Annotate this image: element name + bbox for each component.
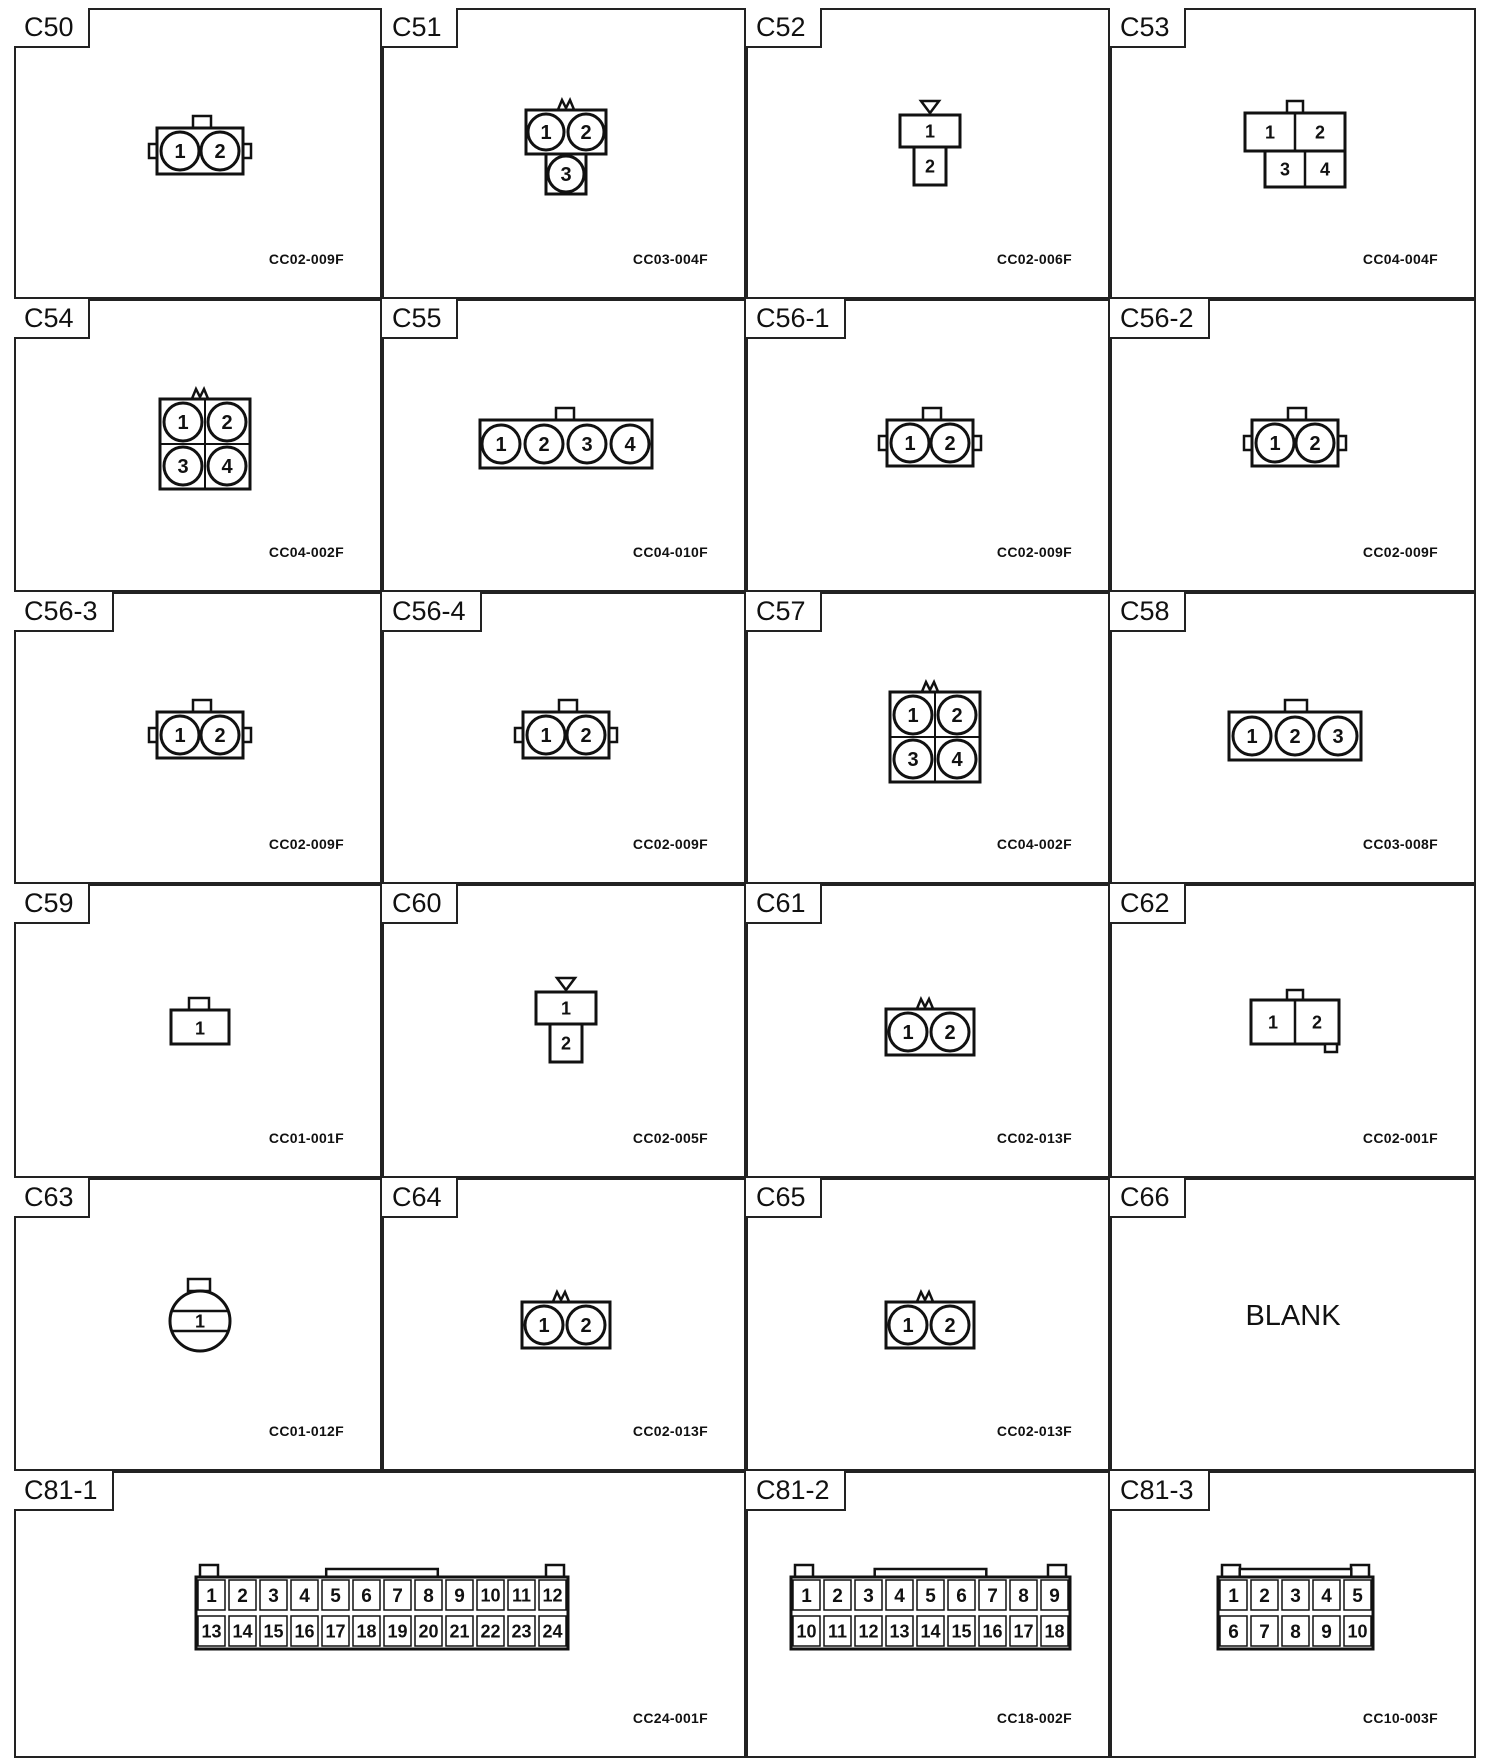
connector-face xyxy=(880,987,980,1062)
pin-number: 10 xyxy=(1347,1621,1368,1642)
pin-number: 3 xyxy=(863,1585,874,1607)
lock-tab xyxy=(1285,700,1307,712)
pin-number: 3 xyxy=(268,1585,279,1607)
lock-tab xyxy=(795,1565,813,1577)
pin-number: 17 xyxy=(1013,1621,1034,1642)
pin-number: 14 xyxy=(920,1621,941,1642)
connector-face xyxy=(511,696,621,766)
lock-tab xyxy=(1048,1565,1066,1577)
pin-number: 9 xyxy=(1321,1621,1332,1643)
pin-number: 24 xyxy=(542,1621,563,1642)
pin-number: 1 xyxy=(1264,122,1276,143)
pin-number: 7 xyxy=(392,1585,403,1607)
connector-panel-c57 xyxy=(746,592,1110,884)
connector-label: C56-3 xyxy=(14,592,114,632)
pin-number: 2 xyxy=(580,122,592,145)
polarity-triangle xyxy=(557,978,575,990)
pin-number: 2 xyxy=(580,1315,592,1338)
connector-code: CC02-006F xyxy=(996,251,1072,267)
connector-panel-c52 xyxy=(746,8,1110,299)
connector-code: CC03-008F xyxy=(1362,836,1438,852)
connector-code: CC02-013F xyxy=(996,1423,1072,1439)
pin-number: 1 xyxy=(907,705,919,728)
connector-panel-c58 xyxy=(1110,592,1476,884)
connector-code: CC02-009F xyxy=(632,836,708,852)
connector-face xyxy=(880,1280,980,1355)
lock-tab xyxy=(193,116,211,128)
pin-number: 1 xyxy=(206,1585,217,1607)
connector-panel-c50 xyxy=(14,8,382,299)
polarity-triangle xyxy=(921,101,939,113)
pin-number: 1 xyxy=(1269,433,1281,456)
pin-number: 7 xyxy=(987,1585,998,1607)
lock-tab xyxy=(189,998,209,1010)
pin-number: 15 xyxy=(951,1621,972,1642)
pin-number: 4 xyxy=(1321,1585,1332,1607)
pin-number: 2 xyxy=(944,1022,956,1045)
connector-panel-c56-2 xyxy=(1110,299,1476,592)
pin-number: 21 xyxy=(449,1621,470,1642)
connector-face xyxy=(145,696,255,766)
connector-panel-c59 xyxy=(14,884,382,1178)
pin-number: 1 xyxy=(1267,1012,1279,1033)
pin-number: 5 xyxy=(1352,1585,1363,1607)
pin-number: 23 xyxy=(511,1621,532,1642)
connector-face xyxy=(1225,696,1365,766)
blank-text: BLANK xyxy=(1245,1300,1341,1332)
lock-tab xyxy=(923,408,941,420)
connector-label: C53 xyxy=(1110,8,1186,48)
pin-number: 13 xyxy=(889,1621,910,1642)
pin-number: 4 xyxy=(951,749,963,772)
connector-label: C52 xyxy=(746,8,822,48)
pin-number: 1 xyxy=(540,725,552,748)
connector-code: CC02-013F xyxy=(632,1423,708,1439)
pin-number: 1 xyxy=(560,998,572,1019)
connector-label: C56-4 xyxy=(382,592,482,632)
connector-code: CC01-012F xyxy=(268,1423,344,1439)
connector-code: CC10-003F xyxy=(1362,1710,1438,1726)
connector-face xyxy=(526,974,606,1074)
lock-tab xyxy=(1351,1565,1369,1577)
pin-number: 1 xyxy=(1246,726,1258,749)
pin-number: 2 xyxy=(1311,1012,1323,1033)
pin-number: 12 xyxy=(858,1621,879,1642)
pin-number: 6 xyxy=(361,1585,372,1607)
lock-tab xyxy=(1287,101,1303,113)
pin-number: 1 xyxy=(495,434,507,457)
connector-face xyxy=(516,92,616,202)
pin-number: 10 xyxy=(796,1621,817,1642)
pin-number: 14 xyxy=(232,1621,253,1642)
connector-face xyxy=(192,1561,572,1655)
pin-number: 16 xyxy=(294,1621,315,1642)
lock-tab xyxy=(1222,1565,1240,1577)
pin-number: 9 xyxy=(454,1585,465,1607)
connector-panel-c66 xyxy=(1110,1178,1476,1471)
connector-face xyxy=(516,1280,616,1355)
pin-number: 2 xyxy=(214,725,226,748)
pin-number: 8 xyxy=(1290,1621,1301,1643)
connector-code: CC02-005F xyxy=(632,1130,708,1146)
pin-number: 22 xyxy=(480,1621,501,1642)
pin-number: 3 xyxy=(1290,1585,1301,1607)
lock-tab xyxy=(556,408,574,420)
pin-number: 1 xyxy=(538,1315,550,1338)
pin-number: 1 xyxy=(924,121,936,142)
pin-number: 2 xyxy=(924,156,936,177)
pin-number: 13 xyxy=(201,1621,222,1642)
pin-number: 19 xyxy=(387,1621,408,1642)
connector-panel-c53 xyxy=(1110,8,1476,299)
connector-face xyxy=(880,674,980,789)
connector-code: CC04-004F xyxy=(1362,251,1438,267)
connector-code: CC02-001F xyxy=(1362,1130,1438,1146)
pin-number: 4 xyxy=(299,1585,310,1607)
connector-label: C61 xyxy=(746,884,822,924)
connector-face xyxy=(165,994,235,1054)
pin-number: 1 xyxy=(194,1311,206,1332)
pin-number: 1 xyxy=(177,412,189,435)
pin-number: 11 xyxy=(511,1585,532,1606)
pin-number: 2 xyxy=(944,1315,956,1338)
connector-panel-c51 xyxy=(382,8,746,299)
connector-panel-c62 xyxy=(1110,884,1476,1178)
connector-code: CC02-009F xyxy=(996,544,1072,560)
pin-number: 1 xyxy=(174,725,186,748)
connector-label: C50 xyxy=(14,8,90,48)
connector-face xyxy=(1245,984,1345,1064)
connector-label: C81-1 xyxy=(14,1471,114,1511)
pin-number: 7 xyxy=(1259,1621,1270,1643)
pin-number: 2 xyxy=(1314,122,1326,143)
pin-number: 1 xyxy=(1228,1585,1239,1607)
pin-number: 1 xyxy=(902,1315,914,1338)
pin-number: 1 xyxy=(801,1585,812,1607)
pin-number: 2 xyxy=(1289,726,1301,749)
pin-number: 3 xyxy=(581,434,593,457)
connector-panel-c81-1 xyxy=(14,1471,746,1758)
connector-label: C59 xyxy=(14,884,90,924)
connector-label: C81-2 xyxy=(746,1471,846,1511)
pin-number: 4 xyxy=(1319,159,1331,180)
lock-tab xyxy=(188,1279,210,1291)
connector-face xyxy=(1235,97,1355,197)
connector-panel-c65 xyxy=(746,1178,1110,1471)
pin-number: 4 xyxy=(221,456,233,479)
connector-label: C58 xyxy=(1110,592,1186,632)
pin-number: 20 xyxy=(418,1621,439,1642)
connector-panel-c56-3 xyxy=(14,592,382,884)
connector-face xyxy=(1240,404,1350,474)
pin-number: 6 xyxy=(1228,1621,1239,1643)
pin-number: 3 xyxy=(1279,159,1291,180)
pin-number: 2 xyxy=(538,434,550,457)
pin-number: 4 xyxy=(624,434,636,457)
pin-number: 5 xyxy=(330,1585,341,1607)
connector-face xyxy=(145,112,255,182)
connector-code: CC02-009F xyxy=(268,251,344,267)
connector-face xyxy=(875,404,985,474)
connector-face xyxy=(160,1275,240,1360)
connector-label: C65 xyxy=(746,1178,822,1218)
pin-number: 8 xyxy=(423,1585,434,1607)
pin-number: 11 xyxy=(827,1621,848,1642)
connector-panel-c54 xyxy=(14,299,382,592)
connector-panel-c81-3 xyxy=(1110,1471,1476,1758)
connector-panel-c81-2 xyxy=(746,1471,1110,1758)
connector-code: CC04-002F xyxy=(268,544,344,560)
pin-number: 2 xyxy=(1259,1585,1270,1607)
connector-label: C81-3 xyxy=(1110,1471,1210,1511)
pin-number: 16 xyxy=(982,1621,1003,1642)
pin-number: 8 xyxy=(1018,1585,1029,1607)
pin-number: 2 xyxy=(580,725,592,748)
connector-panel-c64 xyxy=(382,1178,746,1471)
pin-number: 10 xyxy=(480,1585,501,1606)
connector-label: C55 xyxy=(382,299,458,339)
pin-number: 2 xyxy=(1309,433,1321,456)
connector-panel-c55 xyxy=(382,299,746,592)
connector-label: C60 xyxy=(382,884,458,924)
pin-number: 3 xyxy=(1332,726,1344,749)
connector-label: C64 xyxy=(382,1178,458,1218)
lock-tab xyxy=(1325,1044,1337,1052)
pin-number: 15 xyxy=(263,1621,284,1642)
connector-label: C57 xyxy=(746,592,822,632)
connector-face xyxy=(476,404,656,474)
pin-number: 3 xyxy=(560,164,572,187)
pin-number: 18 xyxy=(356,1621,377,1642)
pin-number: 17 xyxy=(325,1621,346,1642)
pin-number: 4 xyxy=(894,1585,905,1607)
pin-number: 1 xyxy=(194,1018,206,1039)
connector-label: C62 xyxy=(1110,884,1186,924)
connector-label: C56-1 xyxy=(746,299,846,339)
connector-code: CC18-002F xyxy=(996,1710,1072,1726)
connector-code: CC24-001F xyxy=(632,1710,708,1726)
lock-tab xyxy=(559,700,577,712)
lock-tab xyxy=(200,1565,218,1577)
pin-number: 9 xyxy=(1049,1585,1060,1607)
pin-number: 2 xyxy=(221,412,233,435)
pin-number: 5 xyxy=(925,1585,936,1607)
connector-panel-c63 xyxy=(14,1178,382,1471)
connector-label: C56-2 xyxy=(1110,299,1210,339)
connector-face xyxy=(150,381,250,496)
connector-code: CC04-010F xyxy=(632,544,708,560)
connector-face xyxy=(890,97,970,197)
pin-number: 1 xyxy=(902,1022,914,1045)
pin-number: 3 xyxy=(907,749,919,772)
pin-number: 2 xyxy=(560,1033,572,1054)
connector-panel-c61 xyxy=(746,884,1110,1178)
pin-number: 2 xyxy=(951,705,963,728)
pin-number: 2 xyxy=(832,1585,843,1607)
lock-tab xyxy=(546,1565,564,1577)
connector-face xyxy=(1214,1561,1377,1655)
pin-number: 12 xyxy=(542,1585,563,1606)
pin-number: 1 xyxy=(174,141,186,164)
pin-number: 2 xyxy=(214,141,226,164)
connector-code: CC02-009F xyxy=(268,836,344,852)
lock-tab xyxy=(1288,408,1306,420)
connector-label: C66 xyxy=(1110,1178,1186,1218)
connector-code: CC02-009F xyxy=(1362,544,1438,560)
connector-panel-c56-4 xyxy=(382,592,746,884)
lock-tab xyxy=(193,700,211,712)
connector-label: C63 xyxy=(14,1178,90,1218)
pin-number: 3 xyxy=(177,456,189,479)
connector-face xyxy=(787,1561,1074,1655)
pin-number: 1 xyxy=(540,122,552,145)
connector-code: CC04-002F xyxy=(996,836,1072,852)
connector-code: CC02-013F xyxy=(996,1130,1072,1146)
pin-number: 18 xyxy=(1044,1621,1065,1642)
pin-number: 6 xyxy=(956,1585,967,1607)
connector-label: C54 xyxy=(14,299,90,339)
connector-panel-c60 xyxy=(382,884,746,1178)
connector-code: CC03-004F xyxy=(632,251,708,267)
pin-number: 2 xyxy=(944,433,956,456)
pin-number: 1 xyxy=(904,433,916,456)
connector-code: CC01-001F xyxy=(268,1130,344,1146)
connector-panel-c56-1 xyxy=(746,299,1110,592)
pin-number: 2 xyxy=(237,1585,248,1607)
connector-label: C51 xyxy=(382,8,458,48)
